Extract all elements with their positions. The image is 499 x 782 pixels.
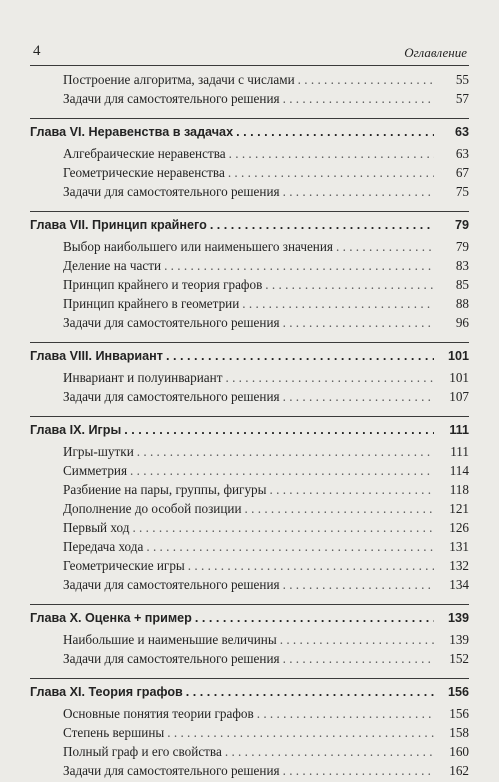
toc-entry-title: Задачи для самостоятельного решения bbox=[63, 763, 280, 778]
toc-entry-page: 118 bbox=[449, 482, 469, 497]
dot-leader bbox=[137, 444, 434, 460]
dot-leader bbox=[257, 706, 434, 722]
dot-leader bbox=[166, 349, 434, 363]
toc-chapter-entry bbox=[30, 125, 469, 146]
toc-chapter-entry bbox=[30, 685, 469, 706]
toc-entry-title: Глава VIII. Инвариант bbox=[30, 349, 163, 363]
dot-leader bbox=[229, 146, 434, 162]
toc-chapter-entry bbox=[30, 218, 469, 239]
toc-section-entry bbox=[30, 632, 469, 651]
toc-chapter-entry bbox=[30, 611, 469, 632]
toc-entry-page: 83 bbox=[455, 258, 469, 273]
intro-entries bbox=[30, 72, 469, 110]
toc-entry-title: Выбор наибольшего или наименьшего значения bbox=[63, 239, 333, 254]
toc-entry-title: Задачи для самостоятельного решения bbox=[63, 651, 280, 666]
toc-entry-title: Степень вершины bbox=[63, 725, 165, 740]
chapter-block bbox=[30, 118, 469, 203]
dot-leader bbox=[186, 685, 434, 699]
toc-entry-title: Деление на части bbox=[63, 258, 162, 273]
toc-entry-title: Дополнение до особой позиции bbox=[63, 501, 242, 516]
toc-section-entry bbox=[30, 501, 469, 520]
toc-entry-page: 88 bbox=[455, 296, 469, 311]
toc-entry-title: Первый ход bbox=[63, 520, 130, 535]
toc-section-entry bbox=[30, 296, 469, 315]
dot-leader bbox=[283, 91, 434, 107]
toc-entry-page: 156 bbox=[447, 685, 469, 699]
dot-leader bbox=[265, 277, 434, 293]
chapter-block bbox=[30, 416, 469, 596]
toc-section-entry bbox=[30, 651, 469, 670]
running-title: Оглавление bbox=[404, 45, 467, 60]
dot-leader bbox=[242, 296, 434, 312]
toc-entry-title: Алгебраические неравенства bbox=[63, 146, 226, 161]
toc-entry-title: Глава IX. Игры bbox=[30, 423, 122, 437]
toc-entry-page: 156 bbox=[449, 706, 469, 721]
toc-entry-page: 85 bbox=[455, 277, 469, 292]
toc-entry-title: Задачи для самостоятельного решения bbox=[63, 91, 280, 106]
toc-entry-page: 139 bbox=[447, 611, 469, 625]
toc-section-entry bbox=[30, 520, 469, 539]
dot-leader bbox=[228, 165, 434, 181]
dot-leader bbox=[298, 72, 434, 88]
toc-entry-page: 111 bbox=[450, 444, 469, 459]
toc-entry-page: 160 bbox=[449, 744, 469, 759]
toc-entry-title: Разбиение на пары, группы, фигуры bbox=[63, 482, 267, 497]
dot-leader bbox=[283, 389, 434, 405]
toc-section-entry bbox=[30, 482, 469, 501]
toc-section-entry bbox=[30, 558, 469, 577]
dot-leader bbox=[210, 218, 434, 232]
toc-entry-title: Принцип крайнего в геометрии bbox=[63, 296, 240, 311]
toc-entry-page: 111 bbox=[449, 423, 469, 437]
chapter-block bbox=[30, 211, 469, 334]
toc-entry-page: 107 bbox=[449, 389, 469, 404]
toc-entry-page: 121 bbox=[449, 501, 469, 516]
chapter-block bbox=[30, 604, 469, 670]
toc-entry-page: 101 bbox=[449, 370, 469, 385]
toc-section-entry bbox=[30, 315, 469, 334]
dot-leader bbox=[132, 520, 434, 536]
dot-leader bbox=[124, 423, 434, 437]
toc-entry-title: Задачи для самостоятельного решения bbox=[63, 184, 280, 199]
toc-entry-page: 79 bbox=[454, 218, 469, 232]
toc-entry-title: Глава X. Оценка + пример bbox=[30, 611, 192, 625]
toc-chapter-entry bbox=[30, 423, 469, 444]
dot-leader bbox=[283, 577, 434, 593]
dot-leader bbox=[283, 315, 434, 331]
toc-section-entry bbox=[30, 463, 469, 482]
dot-leader bbox=[236, 125, 434, 139]
toc-entry-title: Задачи для самостоятельного решения bbox=[63, 315, 280, 330]
toc-entry-page: 101 bbox=[447, 349, 469, 363]
page-header bbox=[30, 41, 469, 66]
toc-section-entry bbox=[30, 91, 469, 110]
toc-entry-page: 96 bbox=[455, 315, 469, 330]
table-of-contents bbox=[30, 72, 469, 782]
toc-entry-page: 57 bbox=[455, 91, 469, 106]
dot-leader bbox=[283, 184, 434, 200]
toc-entry-page: 158 bbox=[449, 725, 469, 740]
dot-leader bbox=[164, 258, 434, 274]
dot-leader bbox=[245, 501, 434, 517]
dot-leader bbox=[283, 651, 434, 667]
chapter-block bbox=[30, 678, 469, 782]
dot-leader bbox=[280, 632, 434, 648]
toc-entry-page: 79 bbox=[455, 239, 469, 254]
toc-entry-page: 55 bbox=[455, 72, 469, 87]
toc-entry-page: 67 bbox=[455, 165, 469, 180]
toc-entry-title: Основные понятия теории графов bbox=[63, 706, 254, 721]
toc-section-entry bbox=[30, 184, 469, 203]
dot-leader bbox=[336, 239, 434, 255]
toc-entry-page: 152 bbox=[449, 651, 469, 666]
toc-entry-page: 75 bbox=[455, 184, 469, 199]
toc-section-entry bbox=[30, 370, 469, 389]
toc-section-entry bbox=[30, 444, 469, 463]
toc-section-entry bbox=[30, 258, 469, 277]
toc-section-entry bbox=[30, 706, 469, 725]
dot-leader bbox=[188, 558, 434, 574]
chapter-block bbox=[30, 342, 469, 408]
page-number: 4 bbox=[33, 43, 41, 59]
toc-section-entry bbox=[30, 389, 469, 408]
toc-section-entry bbox=[30, 725, 469, 744]
dot-leader bbox=[167, 725, 434, 741]
toc-section-entry bbox=[30, 239, 469, 258]
toc-section-entry bbox=[30, 539, 469, 558]
toc-entry-title: Построение алгоритма, задачи с числами bbox=[63, 72, 295, 87]
toc-entry-page: 134 bbox=[449, 577, 469, 592]
toc-entry-title: Передача хода bbox=[63, 539, 144, 554]
toc-entry-page: 131 bbox=[449, 539, 469, 554]
toc-entry-page: 132 bbox=[449, 558, 469, 573]
dot-leader bbox=[146, 539, 434, 555]
toc-section-entry bbox=[30, 277, 469, 296]
toc-entry-title: Глава XI. Теория графов bbox=[30, 685, 183, 699]
dot-leader bbox=[225, 370, 434, 386]
toc-entry-title: Глава VI. Неравенства в задачах bbox=[30, 125, 234, 139]
toc-entry-title: Задачи для самостоятельного решения bbox=[63, 577, 280, 592]
toc-entry-title: Задачи для самостоятельного решения bbox=[63, 389, 280, 404]
toc-section-entry bbox=[30, 146, 469, 165]
toc-entry-page: 162 bbox=[449, 763, 469, 778]
toc-entry-title: Наибольшие и наименьшие величины bbox=[63, 632, 277, 647]
toc-entry-page: 63 bbox=[455, 146, 469, 161]
toc-chapter-entry bbox=[30, 349, 469, 370]
toc-entry-title: Глава VII. Принцип крайнего bbox=[30, 218, 207, 232]
dot-leader bbox=[270, 482, 435, 498]
dot-leader bbox=[195, 611, 434, 625]
toc-entry-page: 139 bbox=[449, 632, 469, 647]
toc-section-entry bbox=[30, 744, 469, 763]
dot-leader bbox=[225, 744, 434, 760]
toc-entry-title: Геометрические игры bbox=[63, 558, 185, 573]
toc-entry-title: Принцип крайнего и теория графов bbox=[63, 277, 263, 292]
toc-section-entry bbox=[30, 72, 469, 91]
dot-leader bbox=[283, 763, 434, 779]
toc-entry-title: Геометрические неравенства bbox=[63, 165, 225, 180]
dot-leader bbox=[130, 463, 434, 479]
toc-section-entry bbox=[30, 165, 469, 184]
toc-entry-title: Симметрия bbox=[63, 463, 128, 478]
toc-entry-page: 114 bbox=[449, 463, 469, 478]
toc-entry-title: Полный граф и его свойства bbox=[63, 744, 222, 759]
toc-section-entry bbox=[30, 577, 469, 596]
toc-entry-title: Игры-шутки bbox=[63, 444, 134, 459]
toc-entry-page: 126 bbox=[449, 520, 469, 535]
toc-entry-title: Инвариант и полуинвариант bbox=[63, 370, 223, 385]
toc-entry-page: 63 bbox=[454, 125, 469, 139]
